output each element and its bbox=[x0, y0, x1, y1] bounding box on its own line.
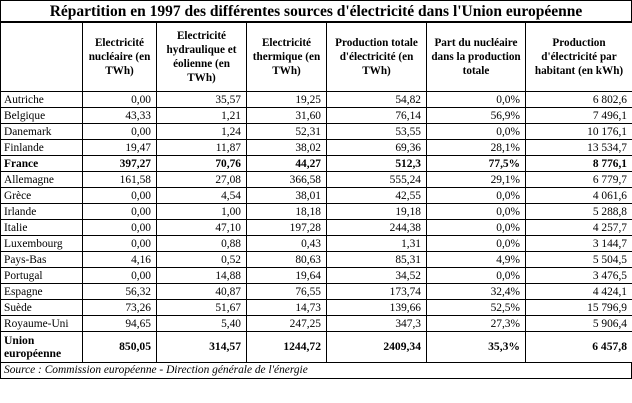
value-cell: 4 424,1 bbox=[526, 284, 632, 300]
country-cell: Danemark bbox=[1, 124, 83, 140]
table-row bbox=[1, 300, 632, 316]
table-body bbox=[1, 92, 632, 332]
header-hydro-wind: Electricité hydraulique et éolienne (en TWh) bbox=[157, 23, 247, 92]
value-cell: 0,00 bbox=[83, 188, 157, 204]
value-cell: 38,02 bbox=[247, 140, 327, 156]
table-row bbox=[1, 284, 632, 300]
country-cell: Pays-Bas bbox=[1, 252, 83, 268]
value-cell: 94,65 bbox=[83, 316, 157, 332]
header-nuclear: Electricité nucléaire (en TWh) bbox=[83, 23, 157, 92]
value-cell: 244,38 bbox=[327, 220, 427, 236]
value-cell: 43,33 bbox=[83, 108, 157, 124]
value-cell: 52,5% bbox=[427, 300, 526, 316]
value-cell: 5 288,8 bbox=[526, 204, 632, 220]
value-cell: 161,58 bbox=[83, 172, 157, 188]
value-cell: 1,21 bbox=[157, 108, 247, 124]
value-cell: 247,25 bbox=[247, 316, 327, 332]
source-note: Source : Commission européenne - Direction générale de l'énergie bbox=[0, 363, 632, 379]
value-cell: 73,26 bbox=[83, 300, 157, 316]
value-cell: 6 779,7 bbox=[526, 172, 632, 188]
value-cell: 4 061,6 bbox=[526, 188, 632, 204]
value-cell: 35,57 bbox=[157, 92, 247, 108]
value-cell: 139,66 bbox=[327, 300, 427, 316]
value-cell: 53,55 bbox=[327, 124, 427, 140]
value-cell: 555,24 bbox=[327, 172, 427, 188]
value-cell: 0,0% bbox=[427, 220, 526, 236]
value-cell: 27,08 bbox=[157, 172, 247, 188]
value-cell: 1,24 bbox=[157, 124, 247, 140]
value-cell: 56,32 bbox=[83, 284, 157, 300]
value-cell: 18,18 bbox=[247, 204, 327, 220]
value-cell: 397,27 bbox=[83, 156, 157, 172]
value-cell: 1,31 bbox=[327, 236, 427, 252]
value-cell: 32,4% bbox=[427, 284, 526, 300]
table-row bbox=[1, 316, 632, 332]
value-cell: 3 476,5 bbox=[526, 268, 632, 284]
value-cell: 29,1% bbox=[427, 172, 526, 188]
table-row bbox=[1, 268, 632, 284]
electricity-table bbox=[0, 22, 632, 363]
value-cell: 0,0% bbox=[427, 188, 526, 204]
value-cell: 0,0% bbox=[427, 268, 526, 284]
value-cell: 0,0% bbox=[427, 204, 526, 220]
value-cell: 80,63 bbox=[247, 252, 327, 268]
table-row bbox=[1, 204, 632, 220]
value-cell: 1,00 bbox=[157, 204, 247, 220]
value-cell: 4,54 bbox=[157, 188, 247, 204]
value-cell: 56,9% bbox=[427, 108, 526, 124]
value-cell: 28,1% bbox=[427, 140, 526, 156]
table-row bbox=[1, 140, 632, 156]
value-cell: 0,00 bbox=[83, 92, 157, 108]
country-cell: Portugal bbox=[1, 268, 83, 284]
value-cell: 76,55 bbox=[247, 284, 327, 300]
total-cell: 1244,72 bbox=[247, 332, 327, 363]
value-cell: 19,25 bbox=[247, 92, 327, 108]
table-row bbox=[1, 220, 632, 236]
value-cell: 3 144,7 bbox=[526, 236, 632, 252]
value-cell: 5 504,5 bbox=[526, 252, 632, 268]
value-cell: 70,76 bbox=[157, 156, 247, 172]
header-per-capita: Production d'électricité par habitant (en kWh) bbox=[526, 23, 632, 92]
value-cell: 347,3 bbox=[327, 316, 427, 332]
value-cell: 85,31 bbox=[327, 252, 427, 268]
value-cell: 40,87 bbox=[157, 284, 247, 300]
value-cell: 173,74 bbox=[327, 284, 427, 300]
value-cell: 4 257,7 bbox=[526, 220, 632, 236]
value-cell: 31,60 bbox=[247, 108, 327, 124]
value-cell: 15 796,9 bbox=[526, 300, 632, 316]
value-cell: 0,00 bbox=[83, 268, 157, 284]
country-cell: France bbox=[1, 156, 83, 172]
value-cell: 4,16 bbox=[83, 252, 157, 268]
value-cell: 5,40 bbox=[157, 316, 247, 332]
value-cell: 5 906,4 bbox=[526, 316, 632, 332]
value-cell: 54,82 bbox=[327, 92, 427, 108]
value-cell: 14,88 bbox=[157, 268, 247, 284]
value-cell: 76,14 bbox=[327, 108, 427, 124]
value-cell: 0,0% bbox=[427, 92, 526, 108]
header-corner bbox=[1, 23, 83, 92]
total-row bbox=[1, 332, 632, 363]
table-row bbox=[1, 108, 632, 124]
table-row bbox=[1, 236, 632, 252]
total-cell: 35,3% bbox=[427, 332, 526, 363]
country-cell: Italie bbox=[1, 220, 83, 236]
header-row bbox=[1, 23, 632, 92]
value-cell: 42,55 bbox=[327, 188, 427, 204]
value-cell: 52,31 bbox=[247, 124, 327, 140]
value-cell: 0,0% bbox=[427, 236, 526, 252]
table-title: Répartition en 1997 des différentes sources d'électricité dans l'Union européenne bbox=[0, 0, 632, 22]
total-cell: 2409,34 bbox=[327, 332, 427, 363]
table-row bbox=[1, 188, 632, 204]
value-cell: 19,18 bbox=[327, 204, 427, 220]
value-cell: 197,28 bbox=[247, 220, 327, 236]
value-cell: 8 776,1 bbox=[526, 156, 632, 172]
country-cell: Luxembourg bbox=[1, 236, 83, 252]
value-cell: 10 176,1 bbox=[526, 124, 632, 140]
value-cell: 13 534,7 bbox=[526, 140, 632, 156]
value-cell: 77,5% bbox=[427, 156, 526, 172]
value-cell: 0,88 bbox=[157, 236, 247, 252]
value-cell: 34,52 bbox=[327, 268, 427, 284]
total-label: Union européenne bbox=[1, 332, 83, 363]
value-cell: 51,67 bbox=[157, 300, 247, 316]
value-cell: 0,00 bbox=[83, 204, 157, 220]
country-cell: Allemagne bbox=[1, 172, 83, 188]
country-cell: Suède bbox=[1, 300, 83, 316]
table-row bbox=[1, 92, 632, 108]
value-cell: 38,01 bbox=[247, 188, 327, 204]
value-cell: 0,00 bbox=[83, 124, 157, 140]
country-cell: Grèce bbox=[1, 188, 83, 204]
value-cell: 11,87 bbox=[157, 140, 247, 156]
table-row bbox=[1, 156, 632, 172]
country-cell: Finlande bbox=[1, 140, 83, 156]
total-cell: 314,57 bbox=[157, 332, 247, 363]
value-cell: 19,47 bbox=[83, 140, 157, 156]
value-cell: 0,43 bbox=[247, 236, 327, 252]
table-row bbox=[1, 124, 632, 140]
table-row bbox=[1, 252, 632, 268]
table-footer bbox=[1, 332, 632, 363]
value-cell: 366,58 bbox=[247, 172, 327, 188]
value-cell: 14,73 bbox=[247, 300, 327, 316]
country-cell: Irlande bbox=[1, 204, 83, 220]
table-header bbox=[1, 23, 632, 92]
total-cell: 850,05 bbox=[83, 332, 157, 363]
value-cell: 44,27 bbox=[247, 156, 327, 172]
table-row bbox=[1, 172, 632, 188]
country-cell: Belgique bbox=[1, 108, 83, 124]
country-cell: Espagne bbox=[1, 284, 83, 300]
value-cell: 27,3% bbox=[427, 316, 526, 332]
value-cell: 0,52 bbox=[157, 252, 247, 268]
value-cell: 0,0% bbox=[427, 124, 526, 140]
value-cell: 4,9% bbox=[427, 252, 526, 268]
header-thermal: Electricité thermique (en TWh) bbox=[247, 23, 327, 92]
value-cell: 512,3 bbox=[327, 156, 427, 172]
value-cell: 47,10 bbox=[157, 220, 247, 236]
header-nuclear-share: Part du nucléaire dans la production totale bbox=[427, 23, 526, 92]
value-cell: 7 496,1 bbox=[526, 108, 632, 124]
value-cell: 6 802,6 bbox=[526, 92, 632, 108]
country-cell: Royaume-Uni bbox=[1, 316, 83, 332]
value-cell: 0,00 bbox=[83, 220, 157, 236]
value-cell: 0,00 bbox=[83, 236, 157, 252]
header-total-production: Production totale d'électricité (en TWh) bbox=[327, 23, 427, 92]
value-cell: 69,36 bbox=[327, 140, 427, 156]
total-cell: 6 457,8 bbox=[526, 332, 632, 363]
country-cell: Autriche bbox=[1, 92, 83, 108]
value-cell: 19,64 bbox=[247, 268, 327, 284]
